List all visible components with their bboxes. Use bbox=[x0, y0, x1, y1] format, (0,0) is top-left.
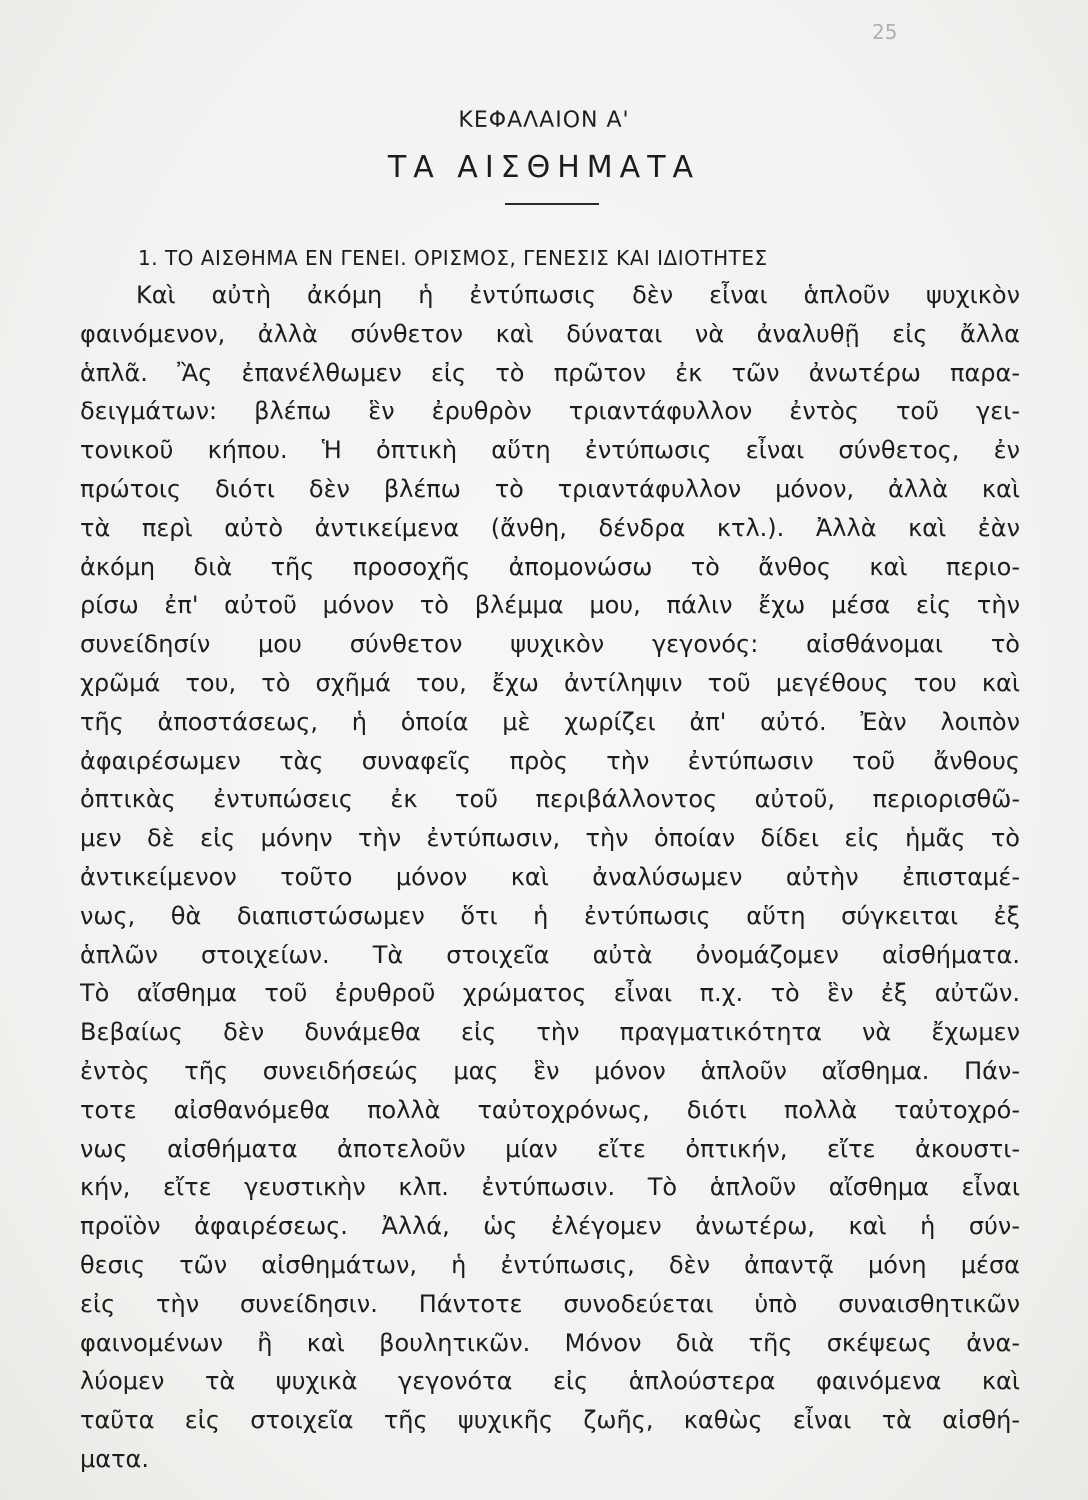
chapter-title: ΤΑ ΑΙΣΘΗΜΑΤΑ bbox=[387, 150, 701, 185]
text-line: κήν, εἴτε γευστικὴν κλπ. ἐντύπωσιν. Τὸ ἁπλοῦν αἴσθημα εἶναι bbox=[80, 1173, 1020, 1202]
text-line: λύομεν τὰ ψυχικὰ γεγονότα εἰς ἁπλούστερα φαινόμενα καὶ bbox=[80, 1367, 1020, 1396]
body-text bbox=[80, 276, 1020, 1479]
text-line: προϊὸν ἀφαιρέσεως. Ἀλλά, ὡς ἐλέγομεν ἀνωτέρω, καὶ ἡ σύν- bbox=[80, 1212, 1020, 1241]
section-heading: 1. ΤΟ ΑΙΣΘΗΜΑ ΕΝ ΓΕΝΕΙ. ΟΡΙΣΜΟΣ, ΓΕΝΕΣΙΣ ΚΑΙ ΙΔΙΟΤΗΤΕΣ bbox=[138, 246, 768, 270]
text-line: θεσις τῶν αἰσθημάτων, ἡ ἐντύπωσις, δὲν ἀπαντᾷ μόνη μέσα bbox=[80, 1250, 1020, 1279]
text-line: Τὸ αἴσθημα τοῦ ἐρυθροῦ χρώματος εἶναι π.χ. τὸ ἓν ἐξ αὐτῶν. bbox=[80, 979, 1020, 1008]
title-divider bbox=[505, 203, 599, 205]
text-line: ἀκόμη διὰ τῆς προσοχῆς ἀπομονώσω τὸ ἄνθος καὶ περιο- bbox=[80, 552, 1020, 581]
text-line: νως αἰσθήματα ἀποτελοῦν μίαν εἴτε ὀπτικήν, εἴτε ἀκουστι- bbox=[80, 1134, 1020, 1163]
text-line: φαινομένων ἢ καὶ βουλητικῶν. Μόνον διὰ τῆς σκέψεως ἀνα- bbox=[80, 1328, 1020, 1357]
text-line: ἁπλῶν στοιχείων. Τὰ στοιχεῖα αὐτὰ ὀνομάζομεν αἰσθήματα. bbox=[80, 940, 1020, 969]
text-line: μεν δὲ εἰς μόνην τὴν ἐντύπωσιν, τὴν ὁποίαν δίδει εἰς ἡμᾶς τὸ bbox=[80, 824, 1020, 853]
text-line: Καὶ αὐτὴ ἀκόμη ἡ ἐντύπωσις δὲν εἶναι ἁπλοῦν ψυχικὸν bbox=[136, 281, 1020, 309]
page-number: 25 bbox=[872, 20, 898, 44]
text-line: ἁπλᾶ. Ἂς ἐπανέλθωμεν εἰς τὸ πρῶτον ἐκ τῶν ἀνωτέρω παρα- bbox=[80, 358, 1020, 387]
text-line: συνείδησίν μου σύνθετον ψυχικὸν γεγονός: αἰσθάνομαι τὸ bbox=[80, 630, 1020, 659]
text-line: τονικοῦ κήπου. Ἡ ὀπτικὴ αὕτη ἐντύπωσις εἶναι σύνθετος, ἐν bbox=[80, 436, 1020, 465]
text-line: πρώτοις διότι δὲν βλέπω τὸ τριαντάφυλλον μόνον, ἀλλὰ καὶ bbox=[80, 474, 1020, 503]
text-line: φαινόμενον, ἀλλὰ σύνθετον καὶ δύναται νὰ ἀναλυθῇ εἰς ἄλλα bbox=[80, 319, 1020, 348]
text-line: ἀντικείμενον τοῦτο μόνον καὶ ἀναλύσωμεν αὐτὴν ἐπισταμέ- bbox=[80, 862, 1020, 891]
text-line: ἀφαιρέσωμεν τὰς συναφεῖς πρὸς τὴν ἐντύπωσιν τοῦ ἄνθους bbox=[80, 746, 1020, 775]
text-line: εἰς τὴν συνείδησιν. Πάντοτε συνοδεύεται ὑπὸ συναισθητικῶν bbox=[80, 1289, 1020, 1318]
text-line: ἐντὸς τῆς συνειδήσεώς μας ἓν μόνον ἁπλοῦν αἴσθημα. Πάν- bbox=[80, 1056, 1020, 1085]
text-line: ρίσω ἐπ' αὐτοῦ μόνον τὸ βλέμμα μου, πάλιν ἔχω μέσα εἰς τὴν bbox=[80, 591, 1020, 620]
text-line: ματα. bbox=[80, 1444, 149, 1473]
text-line: ὀπτικὰς ἐντυπώσεις ἐκ τοῦ περιβάλλοντος αὐτοῦ, περιορισθῶ- bbox=[80, 785, 1020, 814]
chapter-label: ΚΕΦΑΛΑΙΟΝ Α' bbox=[458, 108, 630, 133]
text-line: ταῦτα εἰς στοιχεῖα τῆς ψυχικῆς ζωῆς, καθὼς εἶναι τὰ αἰσθή- bbox=[80, 1406, 1020, 1435]
text-line: τὰ περὶ αὐτὸ ἀντικείμενα (ἄνθη, δένδρα κτλ.). Ἀλλὰ καὶ ἐὰν bbox=[80, 513, 1020, 542]
text-line: χρῶμά του, τὸ σχῆμά του, ἔχω ἀντίληψιν τοῦ μεγέθους του καὶ bbox=[80, 668, 1020, 697]
text-line: τῆς ἀποστάσεως, ἡ ὁποία μὲ χωρίζει ἀπ' αὐτό. Ἐὰν λοιπὸν bbox=[80, 707, 1020, 736]
text-line: τοτε αἰσθανόμεθα πολλὰ ταὐτοχρόνως, διότι πολλὰ ταὐτοχρό- bbox=[80, 1095, 1020, 1124]
text-line: νως, θὰ διαπιστώσωμεν ὅτι ἡ ἐντύπωσις αὕτη σύγκειται ἐξ bbox=[80, 901, 1020, 930]
text-line: δειγμάτων: βλέπω ἓν ἐρυθρὸν τριαντάφυλλον ἐντὸς τοῦ γει- bbox=[80, 397, 1020, 426]
text-line: Βεβαίως δὲν δυνάμεθα εἰς τὴν πραγματικότητα νὰ ἔχωμεν bbox=[80, 1018, 1020, 1047]
